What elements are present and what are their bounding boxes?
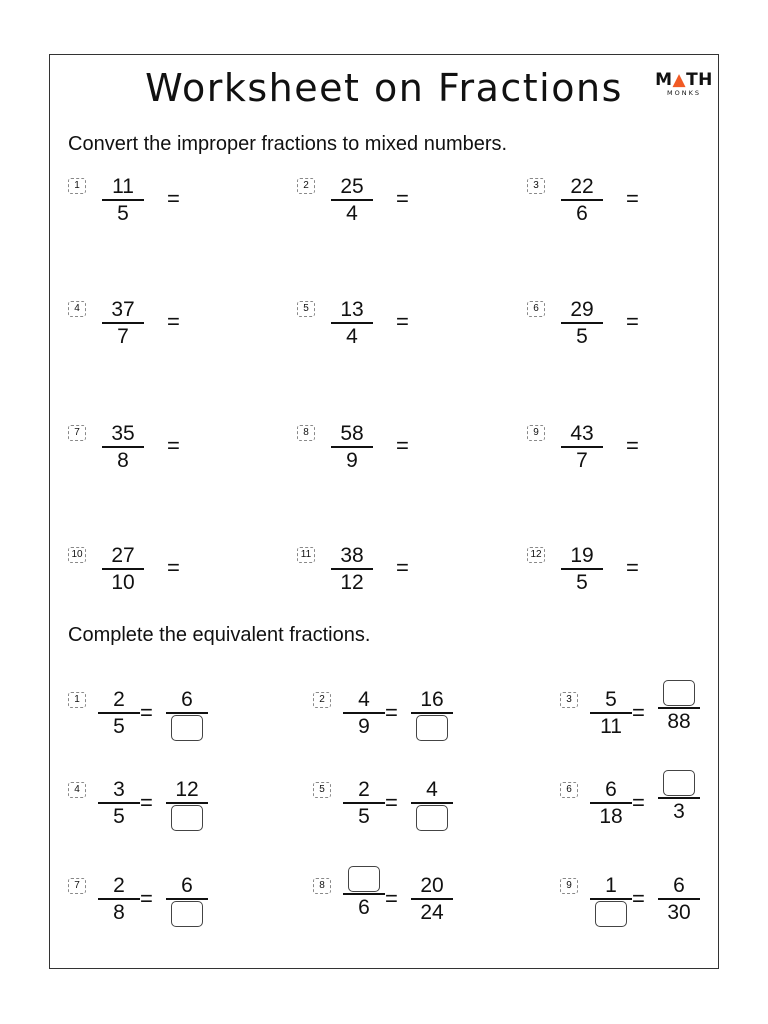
problem-number: 11: [297, 547, 315, 563]
section2-instruction: Complete the equivalent fractions.: [68, 624, 371, 646]
left-fraction: [98, 874, 140, 924]
equals-sign: =: [385, 700, 398, 725]
problem-number: 5: [313, 782, 331, 798]
fraction-bar: [98, 712, 140, 714]
answer-blank[interactable]: [171, 901, 203, 927]
equals-sign: =: [632, 700, 645, 725]
equals-sign: =: [396, 309, 409, 334]
numerator: 19: [570, 544, 594, 567]
right-fraction: [166, 778, 208, 831]
equals-sign: =: [396, 555, 409, 580]
denominator: 9: [358, 714, 370, 738]
denominator: 9: [346, 448, 358, 472]
numerator: 3: [113, 778, 125, 801]
equals-sign: =: [167, 555, 180, 580]
fraction-bar: [561, 446, 603, 448]
equals-sign: =: [385, 886, 398, 911]
numerator: 43: [570, 422, 594, 445]
fraction-bar: [166, 898, 208, 900]
improper-fraction: [331, 175, 373, 225]
right-fraction: [411, 778, 453, 831]
numerator: 20: [420, 874, 444, 897]
problem-number: 5: [297, 301, 315, 317]
left-fraction: [98, 688, 140, 738]
numerator: 22: [570, 175, 594, 198]
problem-number: 6: [527, 301, 545, 317]
fraction-bar: [98, 802, 140, 804]
answer-blank[interactable]: [416, 715, 448, 741]
improper-fraction: [561, 298, 603, 348]
improper-fraction: [331, 422, 373, 472]
left-fraction: [343, 866, 385, 919]
answer-blank[interactable]: [663, 770, 695, 796]
problem-number: 1: [68, 178, 86, 194]
denominator: 5: [358, 804, 370, 828]
right-fraction: [166, 874, 208, 927]
improper-fraction: [102, 298, 144, 348]
fraction-bar: [658, 797, 700, 799]
answer-blank[interactable]: [595, 901, 627, 927]
left-fraction: [590, 688, 632, 738]
left-fraction: [590, 874, 632, 927]
denominator: 6: [358, 895, 370, 919]
equals-sign: =: [396, 186, 409, 211]
fraction-bar: [166, 802, 208, 804]
page-title: Worksheet on Fractions: [145, 66, 623, 110]
denominator: 4: [346, 201, 358, 225]
fraction-bar: [411, 802, 453, 804]
fraction-bar: [331, 322, 373, 324]
fraction-bar: [166, 712, 208, 714]
problem-number: 9: [527, 425, 545, 441]
fraction-bar: [561, 199, 603, 201]
improper-fraction: [331, 298, 373, 348]
equals-sign: =: [626, 555, 639, 580]
numerator: 5: [605, 688, 617, 711]
problem-number: 8: [313, 878, 331, 894]
denominator: 12: [340, 570, 364, 594]
denominator: 5: [113, 804, 125, 828]
fraction-bar: [658, 707, 700, 709]
fraction-bar: [102, 446, 144, 448]
problem-number: 3: [527, 178, 545, 194]
left-fraction: [343, 688, 385, 738]
fraction-bar: [102, 199, 144, 201]
numerator: 6: [181, 688, 193, 711]
denominator: 30: [667, 900, 691, 924]
numerator: 25: [340, 175, 364, 198]
problem-number: 6: [560, 782, 578, 798]
numerator: 2: [358, 778, 370, 801]
equals-sign: =: [140, 886, 153, 911]
fraction-bar: [658, 898, 700, 900]
equals-sign: =: [140, 790, 153, 815]
problem-number: 1: [68, 692, 86, 708]
answer-blank[interactable]: [663, 680, 695, 706]
left-fraction: [98, 778, 140, 828]
improper-fraction: [102, 175, 144, 225]
right-fraction: [658, 874, 700, 924]
improper-fraction: [561, 422, 603, 472]
left-fraction: [343, 778, 385, 828]
numerator: 6: [673, 874, 685, 897]
fraction-bar: [331, 199, 373, 201]
numerator: 2: [113, 688, 125, 711]
worksheet-border: [49, 54, 719, 969]
right-fraction: [166, 688, 208, 741]
improper-fraction: [102, 422, 144, 472]
logo-subtitle: MONKS: [667, 89, 701, 97]
problem-number: 9: [560, 878, 578, 894]
problem-number: 10: [68, 547, 86, 563]
numerator: 29: [570, 298, 594, 321]
improper-fraction: [102, 544, 144, 594]
denominator: 10: [111, 570, 135, 594]
problem-number: 7: [68, 425, 86, 441]
right-fraction: [658, 680, 700, 733]
problem-number: 8: [297, 425, 315, 441]
denominator: 24: [420, 900, 444, 924]
fraction-bar: [331, 568, 373, 570]
denominator: 8: [117, 448, 129, 472]
answer-blank[interactable]: [416, 805, 448, 831]
fraction-bar: [561, 322, 603, 324]
fraction-bar: [590, 802, 632, 804]
denominator: 3: [673, 799, 685, 823]
problem-number: 3: [560, 692, 578, 708]
fraction-bar: [411, 898, 453, 900]
left-fraction: [590, 778, 632, 828]
numerator: 37: [111, 298, 135, 321]
numerator: 6: [181, 874, 193, 897]
denominator: 5: [576, 324, 588, 348]
answer-blank[interactable]: [348, 866, 380, 892]
right-fraction: [658, 770, 700, 823]
denominator: 4: [346, 324, 358, 348]
problem-number: 12: [527, 547, 545, 563]
problem-number: 4: [68, 782, 86, 798]
numerator: 4: [358, 688, 370, 711]
numerator: 12: [175, 778, 199, 801]
equals-sign: =: [626, 186, 639, 211]
equals-sign: =: [140, 700, 153, 725]
fraction-bar: [343, 893, 385, 895]
numerator: 1: [605, 874, 617, 897]
problem-number: 7: [68, 878, 86, 894]
logo-wordmark: M▲TH: [655, 70, 713, 90]
section1-instruction: Convert the improper fractions to mixed numbers.: [68, 133, 508, 155]
equals-sign: =: [632, 886, 645, 911]
triangle-icon: ▲: [672, 70, 687, 90]
equals-sign: =: [385, 790, 398, 815]
fraction-bar: [98, 898, 140, 900]
denominator: 5: [113, 714, 125, 738]
denominator: 7: [576, 448, 588, 472]
improper-fraction: [331, 544, 373, 594]
fraction-bar: [411, 712, 453, 714]
answer-blank[interactable]: [171, 715, 203, 741]
improper-fraction: [561, 544, 603, 594]
denominator: 18: [599, 804, 623, 828]
fraction-bar: [102, 568, 144, 570]
equals-sign: =: [167, 433, 180, 458]
denominator: 6: [576, 201, 588, 225]
denominator: 5: [576, 570, 588, 594]
equals-sign: =: [167, 186, 180, 211]
numerator: 13: [340, 298, 364, 321]
equals-sign: =: [396, 433, 409, 458]
numerator: 2: [113, 874, 125, 897]
numerator: 11: [112, 175, 134, 198]
numerator: 58: [340, 422, 364, 445]
numerator: 6: [605, 778, 617, 801]
denominator: 88: [667, 709, 691, 733]
fraction-bar: [102, 322, 144, 324]
right-fraction: [411, 688, 453, 741]
fraction-bar: [590, 898, 632, 900]
problem-number: 4: [68, 301, 86, 317]
equals-sign: =: [167, 309, 180, 334]
improper-fraction: [561, 175, 603, 225]
denominator: 8: [113, 900, 125, 924]
fraction-bar: [343, 802, 385, 804]
math-monks-logo: [652, 70, 716, 97]
equals-sign: =: [626, 433, 639, 458]
fraction-bar: [561, 568, 603, 570]
numerator: 16: [420, 688, 444, 711]
equals-sign: =: [632, 790, 645, 815]
answer-blank[interactable]: [171, 805, 203, 831]
problem-number: 2: [313, 692, 331, 708]
right-fraction: [411, 874, 453, 924]
fraction-bar: [590, 712, 632, 714]
numerator: 38: [340, 544, 364, 567]
problem-number: 2: [297, 178, 315, 194]
denominator: 7: [117, 324, 129, 348]
numerator: 4: [426, 778, 438, 801]
denominator: 5: [117, 201, 129, 225]
fraction-bar: [343, 712, 385, 714]
fraction-bar: [331, 446, 373, 448]
numerator: 27: [111, 544, 135, 567]
numerator: 35: [111, 422, 135, 445]
equals-sign: =: [626, 309, 639, 334]
denominator: 11: [600, 714, 622, 738]
